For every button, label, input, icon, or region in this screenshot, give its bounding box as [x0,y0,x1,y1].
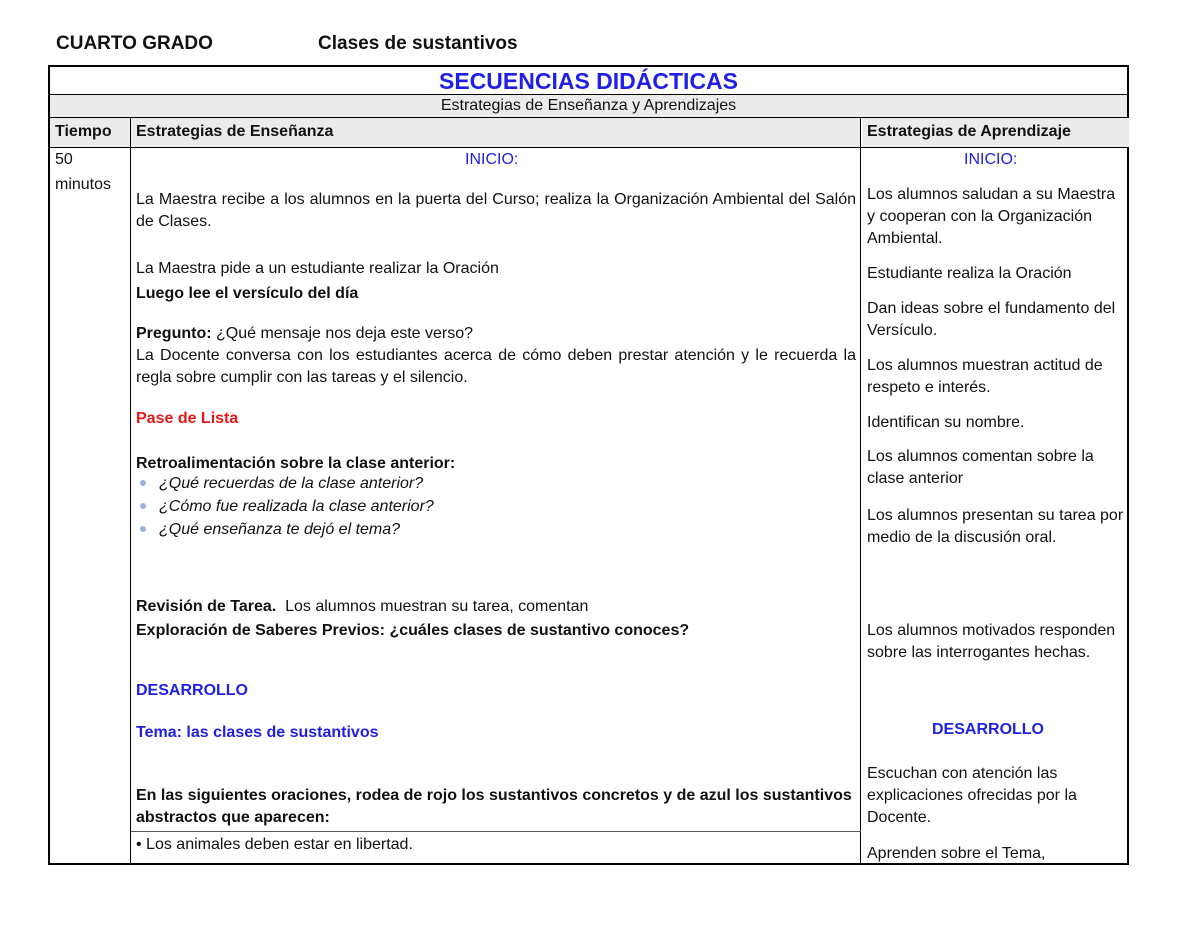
teaching-question [136,323,856,345]
column-header-learning: Estrategias de Aprendizaje [862,118,1129,147]
teaching-paragraph: La Maestra pide a un estudiante realizar la Oración [136,260,499,277]
time-unit: minutos [55,176,112,193]
bullet-icon [140,480,146,486]
teaching-inicio-heading: INICIO: [465,151,519,168]
time-value: 50 [55,151,73,168]
teaching-paragraph: La Docente conversa con los estudiantes acerca de cómo deben prestar atención y le recuerda la regla sobre cumplir con las tareas y el silencio. [136,347,856,386]
learning-item: Aprenden sobre el Tema, [867,845,1046,862]
pase-de-lista: Pase de Lista [136,410,239,427]
learning-item: Identifican su nombre. [867,414,1025,431]
divider [50,147,1127,148]
learning-item: Los alumnos muestran actitud de respeto e interés. [867,357,1103,396]
learning-item: Los alumnos comentan sobre la clase anterior [867,448,1094,487]
tema-heading: Tema: las clases de sustantivos [136,724,379,741]
table-title: SECUENCIAS DIDÁCTICAS [438,68,739,94]
learning-item: Los alumnos motivados responden sobre las interrogantes hechas. [867,622,1116,661]
retro-heading: Retroalimentación sobre la clase anterior: [136,455,456,472]
revision-tarea [136,596,856,618]
review-question: ¿Cómo fue realizada la clase anterior? [140,496,434,518]
learning-item: Estudiante realiza la Oración [867,265,1072,282]
column-divider [860,118,861,863]
document-header [56,33,518,55]
subject-label: Clases de sustantivos [318,33,518,54]
bullet-icon [140,503,146,509]
instruccion: En las siguientes oraciones, rodea de rojo los sustantivos concretos y de azul los sustantivos abstractos que aparecen: [136,787,852,826]
learning-desarrollo-heading: DESARROLLO [932,721,1044,738]
bullet-icon [140,526,146,532]
review-question: ¿Qué enseñanza te dejó el tema? [140,519,400,541]
learning-inicio-heading: INICIO: [964,151,1018,168]
learning-item: Los alumnos saludan a su Maestra y cooperan con la Organización Ambiental. [867,186,1116,247]
learning-item: Escuchan con atención las explicaciones ofrecidas por la Docente. [867,765,1077,826]
revision-text: Los alumnos muestran su tarea, comentan [285,598,589,615]
review-question: ¿Qué recuerdas de la clase anterior? [140,473,423,495]
pregunto-label: Pregunto: [136,325,212,342]
column-divider [130,118,131,863]
learning-item: Dan ideas sobre el fundamento del Versículo. [867,300,1116,339]
revision-label: Revisión de Tarea. [136,598,277,615]
grade-label: CUARTO GRADO [56,33,213,54]
pregunto-text: ¿Qué mensaje nos deja este verso? [211,325,474,342]
table-subtitle: Estrategias de Enseñanza y Aprendizajes [50,95,1127,117]
learning-item: Los alumnos presentan su tarea por medio de la discusión oral. [867,507,1124,546]
didactic-sequence-table [48,65,1129,865]
teaching-paragraph: La Maestra recibe a los alumnos en la puerta del Curso; realiza la Organización Ambiental del Salón de Clases. [136,191,856,230]
teaching-paragraph: Luego lee el versículo del día [136,285,359,302]
desarrollo-heading: DESARROLLO [136,682,248,699]
exploracion-saberes: Exploración de Saberes Previos: ¿cuáles clases de sustantivo conoces? [136,622,690,639]
divider [131,831,861,832]
column-header-time: Tiempo [50,118,130,147]
example-sentence: • Los animales deben estar en libertad. [136,836,413,853]
column-header-teaching: Estrategias de Enseñanza [131,118,861,147]
